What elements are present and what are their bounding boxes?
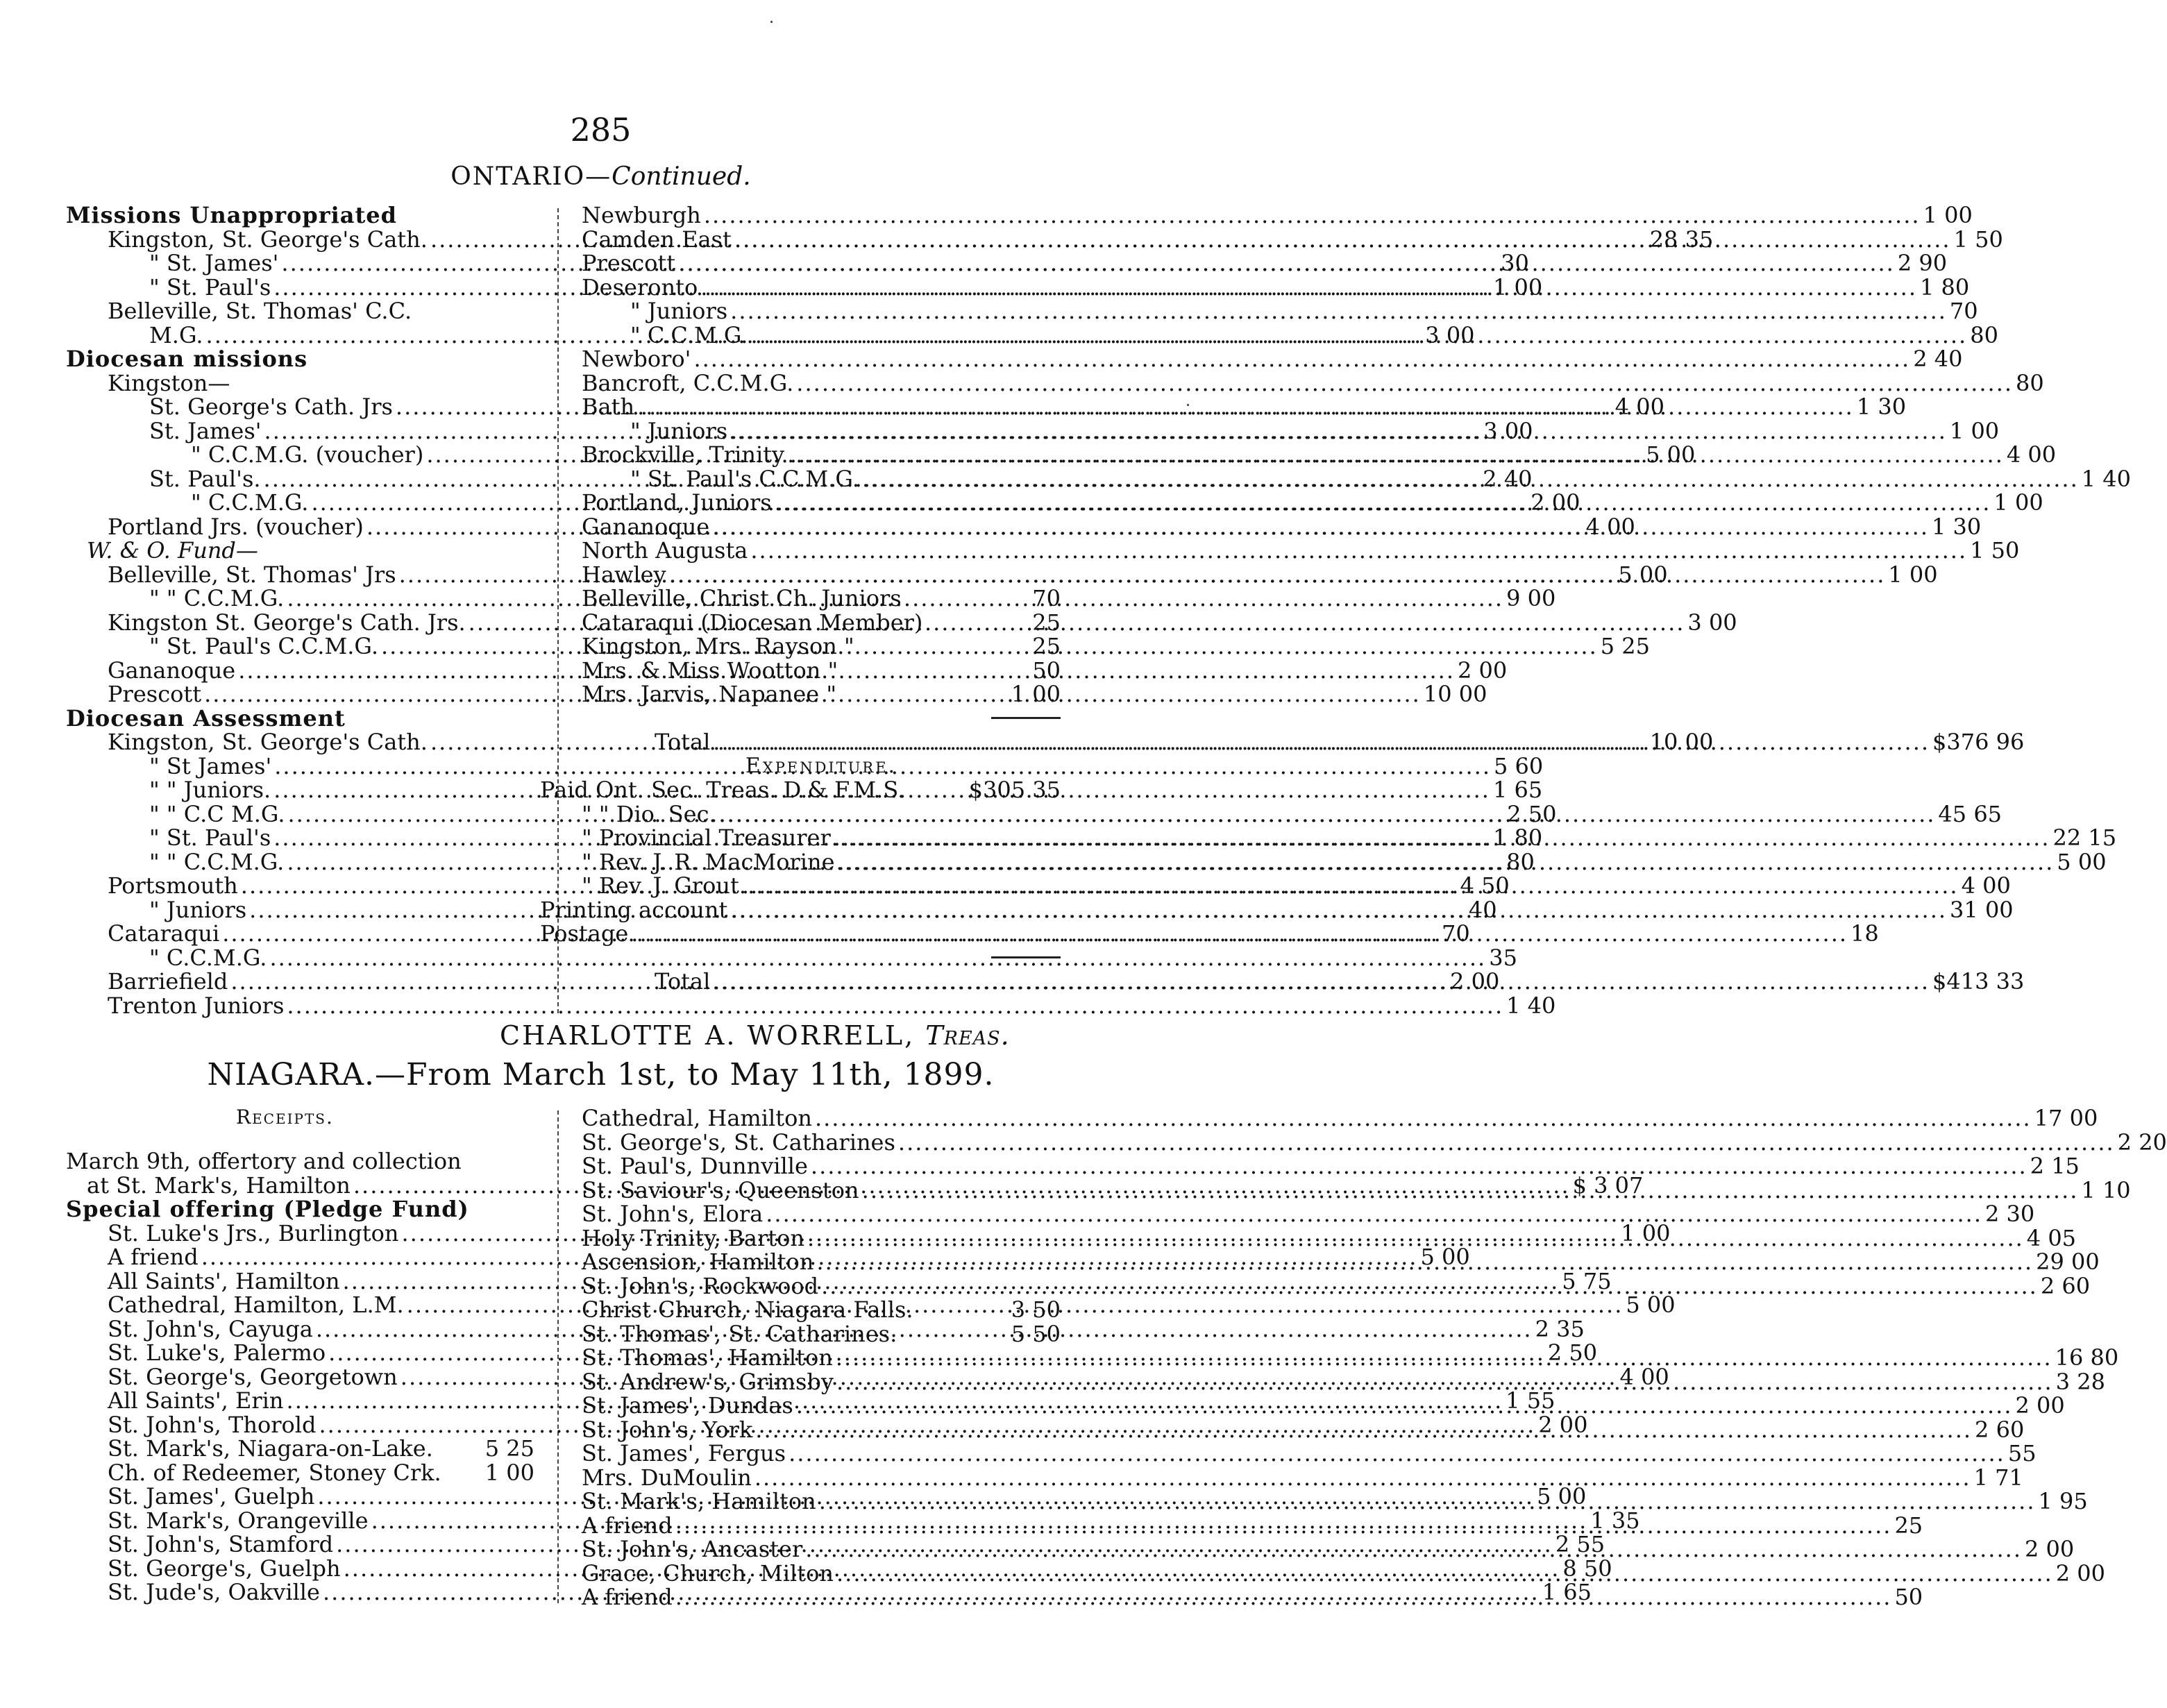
entry-amount: 1 00 <box>1888 561 1938 588</box>
entry-label: W. & O. Fund— <box>87 537 258 564</box>
entry-amount: 25 <box>1032 633 1061 659</box>
entry-amount: 70 <box>1441 920 1470 947</box>
entry-amount: 2 50 <box>1547 1339 1598 1366</box>
entry-amount: 1 55 <box>1506 1387 1555 1414</box>
leader-dots <box>713 970 1930 994</box>
entry-amount: 1 71 <box>1973 1464 2023 1491</box>
entry-amount: 2 30 <box>1984 1201 2035 1227</box>
entry-amount: 4 00 <box>1585 513 1635 540</box>
entry-amount: 80 <box>1970 321 1998 348</box>
leader-dots <box>807 1226 2024 1251</box>
entry-label: St. Andrew's, Grimsby <box>582 1368 834 1395</box>
entry-label: Belleville, St. Thomas' Jrs <box>108 561 396 588</box>
entry-label: St. James', Guelph <box>108 1483 315 1510</box>
entry-label: Portland, Juniors <box>582 489 772 516</box>
entry-label: Mrs. & Miss Wootton " <box>582 657 838 684</box>
ledger-row <box>582 1105 2098 1131</box>
subsection-heading: Expenditure. <box>745 753 897 778</box>
total-rule <box>582 946 1061 970</box>
entry-label: A friend <box>108 1244 199 1270</box>
ledger-row <box>582 586 1061 611</box>
leader-dots <box>838 850 2055 874</box>
entry-label: St. John's, Thorold <box>108 1411 317 1438</box>
entry-amount: 45 65 <box>1938 800 2002 827</box>
entry-label: Gananoque <box>108 657 236 684</box>
ledger-row <box>582 1298 1061 1322</box>
entry-label: St. Thomas', St. Catharines. <box>582 1320 897 1347</box>
entry-label: " Rev. J. Grout <box>582 872 739 899</box>
leader-dots <box>713 730 1930 754</box>
entry-amount: 1 95 <box>2038 1488 2088 1514</box>
ledger-row <box>582 537 2020 564</box>
rule-line <box>991 717 1061 719</box>
entry-label: M.G. <box>149 321 203 348</box>
entry-amount: 3 28 <box>2055 1368 2105 1395</box>
entry-amount: 16 80 <box>2055 1344 2119 1371</box>
entry-label: Barriefield <box>108 968 228 995</box>
entry-amount: $ 3 07 <box>1572 1172 1644 1199</box>
entry-label: St. Paul's, Dunnville <box>582 1153 808 1179</box>
ledger-row <box>582 682 1061 707</box>
entry-amount: 17 00 <box>2034 1105 2098 1131</box>
entry-amount: 1 80 <box>1493 825 1543 851</box>
entry-label: North Augusta <box>582 537 748 564</box>
entry-label: " C.C.M.G. <box>191 489 309 516</box>
leader-dots <box>862 1178 2079 1203</box>
entry-label: Deseronto <box>582 273 698 301</box>
ledger-row <box>582 1128 2167 1156</box>
entry-label: Grace, Church, Milton <box>582 1559 834 1587</box>
entry-amount: 4 50 <box>1460 872 1510 899</box>
entry-label: Cataraqui <box>108 920 220 947</box>
entry-label: St. James' <box>149 417 262 444</box>
entry-label: St. John's, Rockwood <box>582 1272 819 1299</box>
entry-label: Gananoque <box>582 513 710 540</box>
entry-amount: 4 05 <box>2026 1224 2077 1251</box>
entry-label: St. James', Dundas <box>582 1392 793 1419</box>
entry-label: St. George's, Guelph <box>108 1555 341 1582</box>
ledger-row <box>582 346 1963 372</box>
entry-amount: 28 35 <box>1649 226 1714 253</box>
leader-dots <box>789 1441 2005 1466</box>
entry-label: Belleville, St. Thomas' C.C. <box>108 298 412 324</box>
entry-amount: 22 15 <box>2052 825 2117 851</box>
entry-label: " " C.C.M.G. <box>149 585 285 611</box>
ledger-row <box>66 944 1517 971</box>
entry-label: " St. Paul's <box>149 825 271 851</box>
ontario-heading <box>0 162 1201 191</box>
entry-label: All Saints', Erin <box>108 1387 284 1414</box>
leader-dots <box>637 395 1854 419</box>
ledger-row <box>66 299 534 323</box>
entry-amount: 1 10 <box>2081 1176 2131 1203</box>
entry-amount: 1 65 <box>1492 777 1543 803</box>
entry-label: " " Dio. Sec. <box>582 800 716 827</box>
entry-amount: 5 75 <box>1562 1267 1612 1294</box>
entry-amount: 70 <box>1949 298 1978 324</box>
entry-label: " St. Paul's <box>149 273 271 301</box>
entry-label: St. John's, Stamford <box>108 1531 334 1557</box>
entry-amount: $376 96 <box>1932 729 2025 755</box>
entry-amount: 4 00 <box>1961 872 2011 899</box>
ledger-row <box>540 778 1061 802</box>
receipts-label: Receipts. <box>236 1106 334 1128</box>
receipts-spacer <box>66 1131 534 1149</box>
treasurer-name: CHARLOTTE A. WORRELL, <box>500 1020 926 1051</box>
entry-label: St. Thomas', Hamilton <box>582 1344 833 1371</box>
entry-amount: 1 30 <box>1856 394 1907 420</box>
entry-amount: 3 50 <box>1011 1296 1061 1323</box>
ledger-row <box>582 611 1061 635</box>
entry-label: " St James' <box>149 752 272 779</box>
entry-amount: 4 00 <box>1614 394 1664 420</box>
entry-amount: 1 30 <box>1931 513 1982 540</box>
entry-amount: 1 35 <box>1590 1507 1640 1534</box>
entry-label: Diocesan Assessment <box>66 704 346 732</box>
entry-label: at St. Mark's, Hamilton <box>87 1172 351 1199</box>
leader-dots <box>730 419 1947 443</box>
ledger-row <box>582 1201 2035 1227</box>
entry-amount: 5 00 <box>1626 1292 1676 1318</box>
entry-label: Kingston, St. George's Cath. <box>108 729 428 755</box>
leader-dots <box>755 1418 1972 1442</box>
leader-dots <box>750 323 1967 348</box>
entry-amount: 10 00 <box>1423 681 1487 707</box>
entry-amount: 5 60 <box>1494 752 1544 779</box>
entry-amount: 3 00 <box>1483 417 1533 444</box>
entry-label: St. Mark's, Orangeville <box>108 1507 369 1534</box>
leader-dots <box>750 539 1967 563</box>
entry-amount: 2 00 <box>1457 657 1508 684</box>
page-number: 285 <box>570 111 632 149</box>
entry-label: Printing account <box>540 896 728 923</box>
entry-amount: 1 40 <box>2081 465 2131 492</box>
entry-amount: 50 <box>1032 657 1061 684</box>
entry-amount: 1 00 <box>1011 681 1061 707</box>
entry-amount: 80 <box>2016 369 2044 396</box>
leader-dots <box>787 443 2004 467</box>
entry-amount: 1 00 <box>1993 489 2043 516</box>
entry-amount: 10 00 <box>1649 729 1714 755</box>
entry-label: Kingston— <box>108 369 230 396</box>
leader-dots <box>678 251 1895 276</box>
rule-line <box>991 956 1061 958</box>
entry-amount: 2 15 <box>2030 1153 2080 1179</box>
leader-dots <box>675 1585 1892 1609</box>
leader-dots <box>836 1370 2053 1394</box>
entry-amount: $305 35 <box>968 777 1061 803</box>
leader-dots <box>730 299 1947 323</box>
leader-dots <box>796 371 2013 396</box>
entry-label: St. Mark's, Niagara-on-Lake. <box>108 1435 433 1462</box>
leader-dots <box>669 563 1886 587</box>
entry-amount: 2 00 <box>1538 1411 1588 1438</box>
ledger-row <box>582 659 1061 683</box>
entry-label: Belleville, Christ Ch. Juniors <box>582 585 902 611</box>
leader-dots <box>898 1131 2115 1155</box>
entry-amount: 2 00 <box>1450 968 1500 995</box>
entry-label: " " C.C M.G. <box>149 800 285 827</box>
entry-amount: 5 00 <box>1618 561 1668 588</box>
entry-label: Portsmouth <box>108 872 238 899</box>
entry-label: Newboro' <box>582 346 691 372</box>
ledger-row <box>66 1149 534 1174</box>
leader-dots <box>805 1537 2022 1562</box>
entry-amount: 4 00 <box>2006 441 2057 468</box>
speck-mark <box>770 21 773 23</box>
entry-label: Prescott <box>582 250 676 276</box>
entry-label: Kingston, Mrs. Rayson " <box>582 633 854 659</box>
ontario-heading-title: ONTARIO— <box>450 162 612 191</box>
entry-label: " St. James' <box>149 250 279 276</box>
entry-label: Bancroft, C.C.M.G. <box>582 369 794 396</box>
entry-label: St. Mark's, Hamilton <box>582 1488 816 1514</box>
entry-label: Camden East <box>582 226 732 253</box>
entry-label: " St. Paul's C.C.M.G. <box>630 465 859 492</box>
entry-amount: 2 60 <box>1975 1416 2025 1443</box>
entry-label: Paid Ont. Sec. Treas. D.& F.M.S. <box>540 777 905 803</box>
leader-dots <box>730 898 1947 922</box>
entry-amount: 30 <box>1501 250 1529 276</box>
entry-label: " " Juniors. <box>149 777 271 803</box>
entry-amount: 50 <box>1894 1584 1923 1610</box>
entry-label: St. George's, Georgetown <box>108 1363 398 1390</box>
entry-label: Kingston, St. George's Cath. <box>108 226 428 253</box>
entry-label: St. George's, St. Catharines <box>582 1128 895 1156</box>
leader-dots <box>675 1514 1892 1538</box>
leader-dots <box>836 1346 2052 1370</box>
leader-dots <box>754 1466 1971 1490</box>
entry-amount: 25 <box>1032 609 1061 636</box>
entry-amount: 2 00 <box>2024 1536 2075 1562</box>
entry-label: St. John's, Cayuga <box>108 1315 313 1342</box>
leader-dots <box>834 826 2050 850</box>
leader-dots <box>819 1489 2036 1514</box>
entry-amount: 5 25 <box>1600 633 1650 659</box>
entry-label: " C.C.M.G. <box>149 944 267 971</box>
entry-amount: 31 00 <box>1950 896 2014 923</box>
entry-label: Portland Jrs. (voucher) <box>108 513 364 540</box>
entry-amount: $413 33 <box>1932 968 2025 995</box>
entry-amount: 40 <box>1468 896 1497 923</box>
total-rule <box>582 707 1061 731</box>
ledger-group-heading <box>66 347 534 371</box>
entry-amount: 55 <box>2007 1440 2037 1466</box>
entry-label: " Rev. J. R. MacMorine <box>582 848 835 875</box>
entry-amount: 25 <box>1894 1512 1923 1539</box>
entry-amount: 2 40 <box>1913 346 1963 372</box>
entry-label: Special offering (Pledge Fund) <box>66 1196 469 1222</box>
leader-dots <box>287 994 1503 1018</box>
leader-dots <box>796 1394 2013 1418</box>
entry-label: Brockville, Trinity <box>582 441 785 468</box>
entry-amount: 5 00 <box>1537 1483 1587 1510</box>
entry-label: St. Luke's Jrs., Burlington <box>108 1219 399 1246</box>
ledger-group-heading <box>66 203 534 228</box>
leader-dots <box>712 515 1929 539</box>
entry-label: St. John's, Elora <box>582 1201 764 1227</box>
entry-amount: 5 00 <box>2057 848 2107 875</box>
entry-amount: 2 00 <box>1531 489 1580 516</box>
entry-label: Postage <box>540 920 629 947</box>
entry-amount: 5 25 <box>484 1435 534 1462</box>
ledger-row <box>582 1464 2023 1491</box>
entry-amount: 1 50 <box>1953 226 2003 253</box>
entry-amount: 3 00 <box>1687 609 1737 636</box>
entry-label: St. Luke's, Palermo <box>108 1339 326 1366</box>
ledger-row <box>582 1322 1061 1346</box>
entry-label: " Provincial Treasurer <box>582 825 831 851</box>
leader-dots <box>816 1250 2033 1274</box>
entry-label: Newburgh <box>582 202 701 228</box>
leader-dots <box>700 273 1917 301</box>
entry-amount: 4 00 <box>1619 1363 1669 1390</box>
entry-amount: 2 50 <box>1507 800 1557 827</box>
entry-label: Total <box>655 968 711 995</box>
entry-amount: 2 20 <box>2117 1128 2167 1156</box>
entry-label: " Juniors <box>630 298 728 324</box>
entry-label: St. John's, Ancaster <box>582 1536 803 1562</box>
entry-label: Kingston St. George's Cath. Jrs. <box>108 609 466 636</box>
entry-amount: 1 65 <box>1542 1579 1592 1605</box>
entry-label: Ch. of Redeemer, Stoney Crk. <box>108 1459 441 1486</box>
entry-label: Christ Church, Niagara Falls. <box>582 1296 913 1323</box>
entry-amount: 1 80 <box>1920 273 1970 301</box>
entry-label: March 9th, offertory and collection <box>66 1148 462 1174</box>
ledger-row <box>582 369 2044 396</box>
entry-amount: 1 40 <box>1506 992 1556 1019</box>
ledger-group-heading <box>66 704 534 732</box>
leader-dots <box>704 203 1921 228</box>
ledger-row <box>66 1437 534 1461</box>
entry-label: " Juniors <box>149 896 247 923</box>
entry-label: Missions Unappropriated <box>66 202 398 228</box>
entry-amount: 1 00 <box>1923 202 1973 228</box>
entry-amount: 2 90 <box>1897 250 1948 276</box>
entry-label: St. Jude's, Oakville <box>108 1579 320 1605</box>
leader-dots <box>775 491 1991 515</box>
leader-dots <box>862 467 2079 491</box>
leader-dots <box>821 1274 2038 1299</box>
ledger-row <box>582 202 1973 228</box>
leader-dots <box>631 922 1848 946</box>
leader-dots <box>836 1562 2053 1586</box>
entry-label: St. John's, York <box>582 1416 753 1443</box>
ledger-row <box>66 992 1556 1019</box>
leader-dots <box>766 1202 1982 1226</box>
treasurer-role: Treas. <box>925 1020 1010 1051</box>
entry-label: A friend <box>582 1584 673 1610</box>
entry-label: St. Paul's. <box>149 465 261 492</box>
entry-label: St. James', Fergus <box>582 1440 786 1466</box>
entry-label: " " C.C.M.G. <box>149 848 285 875</box>
ledger-row <box>66 1461 534 1485</box>
entry-label: Mrs. Jarvis, Napanee " <box>582 681 837 707</box>
entry-label: Hawley <box>582 561 666 588</box>
entry-label: Holy Trinity, Barton <box>582 1224 805 1251</box>
entry-label: Diocesan missions <box>66 346 308 372</box>
entry-label: " St. Paul's C.C.M.G. <box>149 633 378 659</box>
ledger-row <box>582 1440 2037 1466</box>
entry-label: All Saints', Hamilton <box>108 1267 340 1294</box>
entry-amount: 9 00 <box>1506 585 1556 611</box>
entry-amount: 3 00 <box>1425 321 1475 348</box>
leader-dots <box>719 802 1936 827</box>
entry-label: Prescott <box>108 681 202 707</box>
entry-label: " C.C.M.G. (voucher) <box>191 441 424 468</box>
entry-label: Cathedral, Hamilton, L.M. <box>108 1292 404 1318</box>
entry-amount: 18 <box>1850 920 1879 947</box>
ledger-row <box>582 1153 2080 1179</box>
ledger-row <box>582 298 1978 324</box>
ledger-row <box>66 539 534 563</box>
entry-label: Bath <box>582 394 635 420</box>
entry-label: A friend <box>582 1512 673 1539</box>
entry-label: Trenton Juniors <box>108 992 285 1019</box>
leader-dots <box>742 874 1959 898</box>
leader-dots <box>811 1154 2027 1178</box>
entry-amount: 1 00 <box>1493 273 1543 301</box>
treasurer-signature <box>500 1020 1010 1051</box>
entry-amount: 2 00 <box>2055 1559 2105 1587</box>
entry-amount: 2 35 <box>1535 1315 1585 1342</box>
entry-amount: 29 00 <box>2036 1249 2100 1275</box>
entry-amount: 35 <box>1489 944 1517 971</box>
entry-amount: 2 60 <box>2040 1272 2091 1299</box>
entry-label: Cataraqui (Diocesan Member) <box>582 609 923 636</box>
entry-amount: 2 55 <box>1555 1531 1605 1557</box>
entry-amount: 5 50 <box>1011 1320 1061 1347</box>
entry-amount: 70 <box>1032 585 1061 611</box>
leader-dots <box>734 228 1951 252</box>
entry-amount: 1 00 <box>1949 417 2000 444</box>
leader-dots <box>815 1106 2032 1131</box>
entry-amount: 8 50 <box>1562 1555 1612 1582</box>
ledger-row <box>66 371 534 396</box>
entry-amount: 2 00 <box>2015 1392 2065 1419</box>
entry-amount: 80 <box>1506 848 1535 875</box>
entry-label: " C.C.M.G. <box>630 321 748 348</box>
entry-label: St. Saviour's, Queenston <box>582 1176 859 1203</box>
entry-label: Cathedral, Hamilton <box>582 1105 812 1131</box>
entry-label: St. George's Cath. Jrs <box>149 394 393 420</box>
speck-mark <box>1187 404 1189 406</box>
entry-amount: 1 00 <box>1621 1219 1671 1246</box>
entry-amount: 5 00 <box>1646 441 1696 468</box>
entry-amount: 1 50 <box>1970 537 2020 564</box>
entry-amount: 1 00 <box>484 1459 534 1486</box>
ledger-group-heading <box>66 1197 534 1221</box>
entry-amount: 2 40 <box>1483 465 1533 492</box>
entry-label: " Juniors <box>630 417 728 444</box>
entry-label: Total <box>655 729 711 755</box>
leader-dots <box>693 347 1910 371</box>
entry-label: Mrs. DuMoulin <box>582 1464 752 1491</box>
entry-label: Ascension, Hamilton <box>582 1249 814 1275</box>
entry-amount: 5 00 <box>1420 1244 1470 1270</box>
ledger-row <box>582 634 1061 659</box>
niagara-heading: NIAGARA.—From March 1st, to May 11th, 1899. <box>207 1057 995 1092</box>
ontario-heading-continued: Continued. <box>612 162 751 191</box>
